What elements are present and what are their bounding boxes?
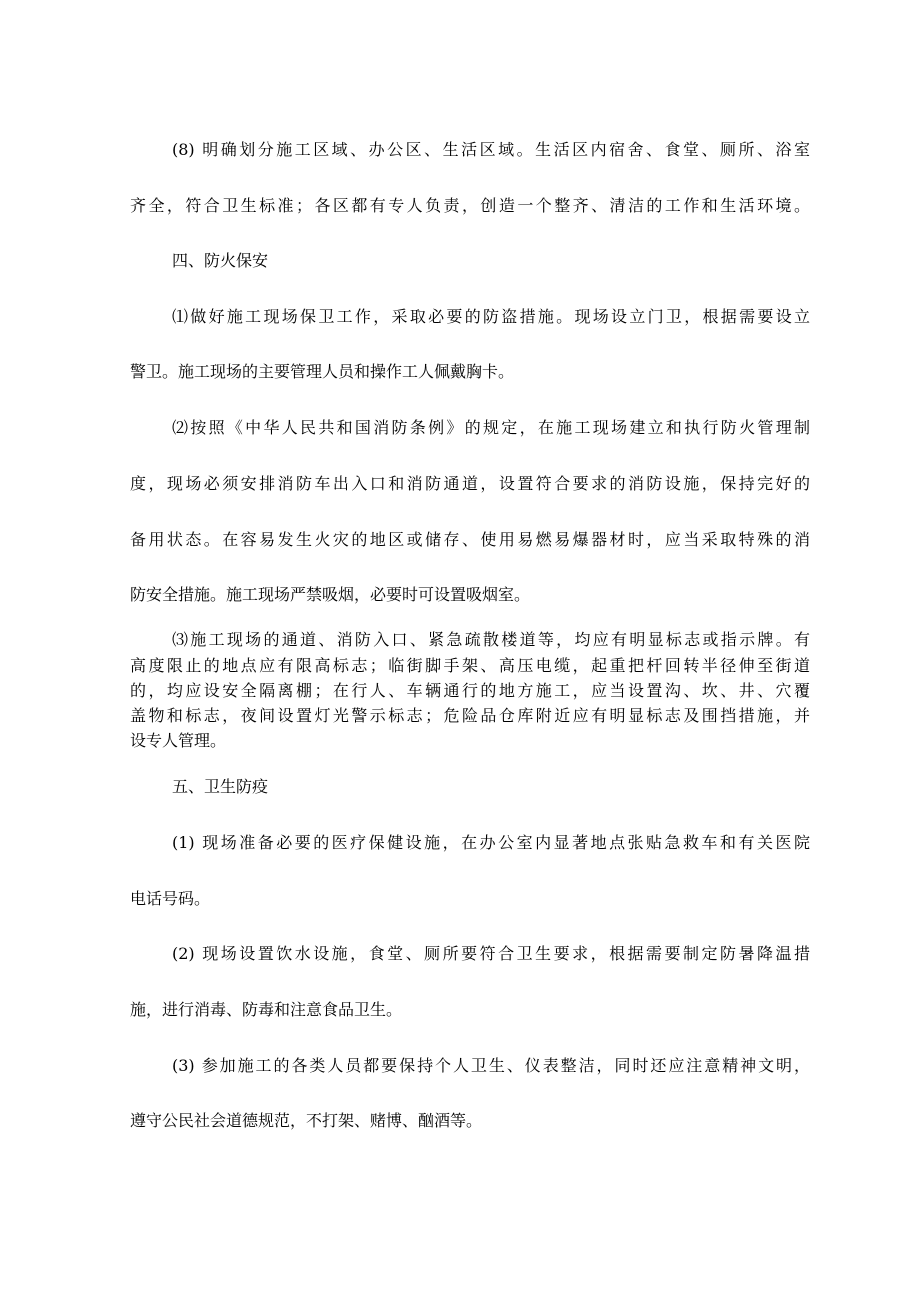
section5-p2-line1: (2) 现场设置饮水设施，食堂、厕所要符合卫生要求，根据需要制定防暑降温措 xyxy=(172,944,810,963)
section5-p3-line1: (3) 参加施工的各类人员都要保持个人卫生、仪表整洁，同时还应注意精神文明， xyxy=(172,1056,810,1075)
section4-p2-line3: 备用状态。在容易发生火灾的地区或储存、使用易燃易爆器材时，应当采取特殊的消 xyxy=(130,530,810,549)
section5-p2-line2: 施，进行消毒、防毒和注意食品卫生。 xyxy=(130,1000,403,1019)
section4-p3-line2: 高度限止的地点应有限高标志；临街脚手架、高压电缆，起重把杆回转半径伸至街道 xyxy=(130,656,810,675)
section4-p3-line3: 的，均应设安全隔离棚；在行人、车辆通行的地方施工，应当设置沟、坎、井、穴覆 xyxy=(130,681,810,700)
item8-line1: (8) 明确划分施工区域、办公区、生活区域。生活区内宿舍、食堂、厕所、浴室 xyxy=(172,140,810,159)
section4-p3-line5: 设专人管理。 xyxy=(130,731,227,750)
section5-p1-line2: 电话号码。 xyxy=(130,889,211,908)
section4-p1-line2: 警卫。施工现场的主要管理人员和操作工人佩戴胸卡。 xyxy=(130,362,515,381)
section5-p1-line1: (1) 现场准备必要的医疗保健设施，在办公室内显著地点张贴急救车和有关医院 xyxy=(172,833,810,852)
section4-p2-line1: ⑵按照《中华人民共和国消防条例》的规定，在施工现场建立和执行防火管理制 xyxy=(172,418,810,437)
section4-p3-line4: 盖物和标志，夜间设置灯光警示标志；危险品仓库附近应有明显标志及围挡措施，并 xyxy=(130,706,810,725)
section4-heading: 四、防火保安 xyxy=(172,251,269,270)
section5-p3-line2: 遵守公民社会道德规范，不打架、赌博、酗酒等。 xyxy=(130,1111,483,1130)
item8-line2: 齐全，符合卫生标准；各区都有专人负责，创造一个整齐、清洁的工作和生活环境。 xyxy=(130,196,810,215)
section4-p2-line2: 度，现场必须安排消防车出入口和消防通道，设置符合要求的消防设施，保持完好的 xyxy=(130,474,810,493)
section4-p2-line4: 防安全措施。施工现场严禁吸烟，必要时可设置吸烟室。 xyxy=(130,585,531,604)
section5-heading: 五、卫生防疫 xyxy=(172,777,269,796)
section4-p1-line1: ⑴做好施工现场保卫工作，采取必要的防盗措施。现场设立门卫，根据需要设立 xyxy=(172,307,810,326)
section4-p3-line1: ⑶施工现场的通道、消防入口、紧急疏散楼道等，均应有明显标志或指示牌。有 xyxy=(172,630,810,649)
